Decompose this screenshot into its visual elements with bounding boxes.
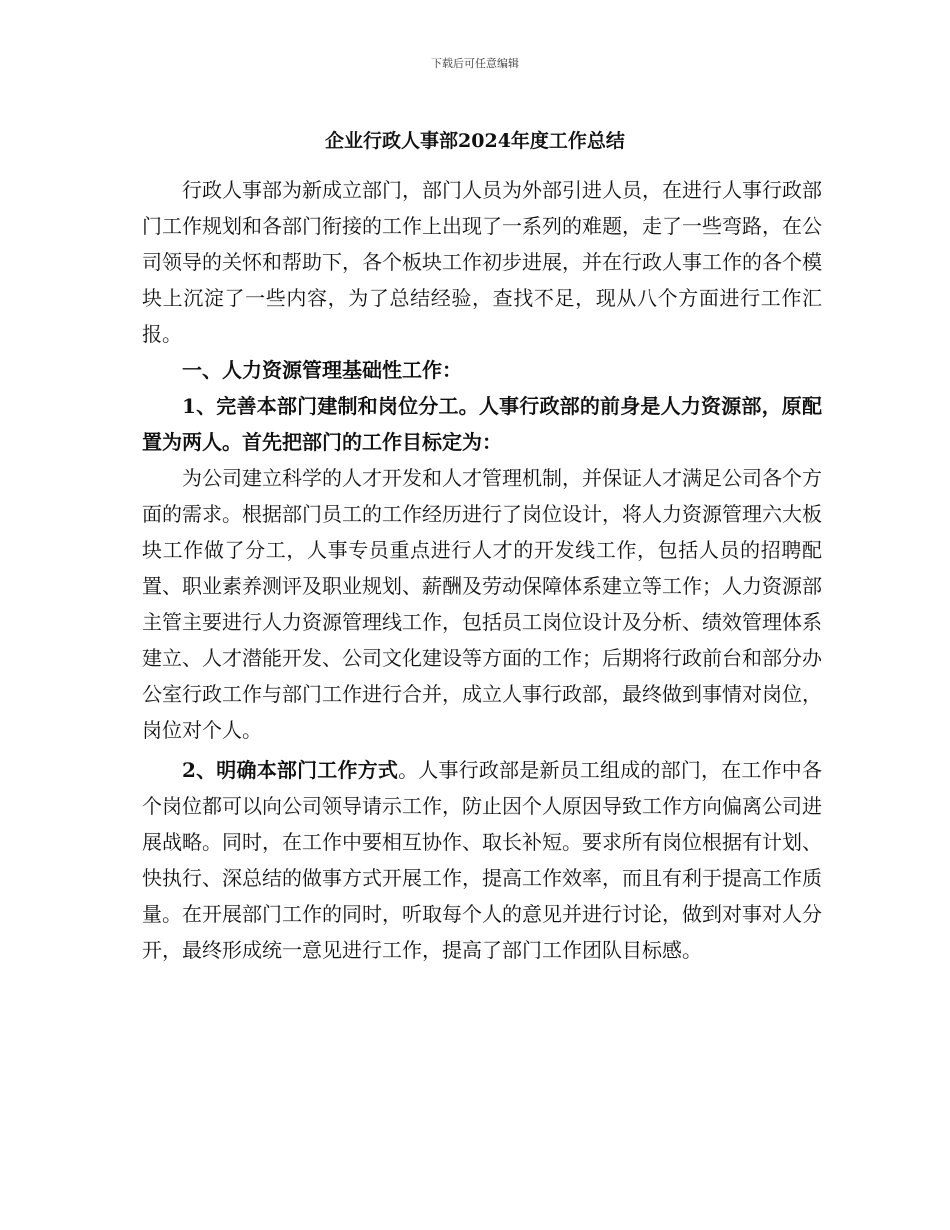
header-note: 下载后可任意编辑 (431, 57, 519, 70)
item1-heading-paragraph: 1、完善本部门建制和岗位分工。人事行政部的前身是人力资源部，原配置为两人。首先把部门的工作目标定为： (142, 394, 822, 454)
intro-paragraph: 行政人事部为新成立部门，部门人员为外部引进人员，在进行人事行政部门工作规划和各部门衔接的工作上出现了一系列的难题，走了一些弯路，在公司领导的关怀和帮助下，各个板块工作初步进展，并在行政人事工作的各个模块上沉淀了一些内容，为了总结经验，查找不足，现从八个方面进行工作汇报。 (142, 178, 822, 346)
item2-heading: 2、明确本部门工作方式 (182, 758, 399, 782)
item2-paragraph (142, 752, 822, 968)
document-title: 企业行政人事部2024年度工作总结 (325, 130, 625, 152)
item2-body: 。人事行政部是新员工组成的部门，在工作中各个岗位都可以向公司领导请示工作，防止因个人原因导致工作方向偏离公司进展战略。同时，在工作中要相互协作、取长补短。要求所有岗位根据有计划、快执行、深总结的做事方式开展工作，提高工作效率，而且有利于提高工作质量。在开展部门工作的同时，听取每个人的意见并进行讨论，做到对事对人分开，最终形成统一意见进行工作，提高了部门工作团队目标感。 (142, 758, 822, 962)
item1-body-paragraph: 为公司建立科学的人才开发和人才管理机制，并保证人才满足公司各个方面的需求。根据部门员工的工作经历进行了岗位设计，将人力资源管理六大板块工作做了分工，人事专员重点进行人才的开发线工作，包括人员的招聘配置、职业素养测评及职业规划、薪酬及劳动保障体系建立等工作；人力资源部主管主要进行人力资源管理线工作，包括员工岗位设计及分析、绩效管理体系建立、人才潜能开发、公司文化建设等方面的工作；后期将行政前台和部分办公室行政工作与部门工作进行合并，成立人事行政部，最终做到事情对岗位，岗位对个人。 (142, 466, 822, 742)
section-heading: 一、人力资源管理基础性工作： (182, 358, 462, 382)
document-body (142, 172, 822, 968)
